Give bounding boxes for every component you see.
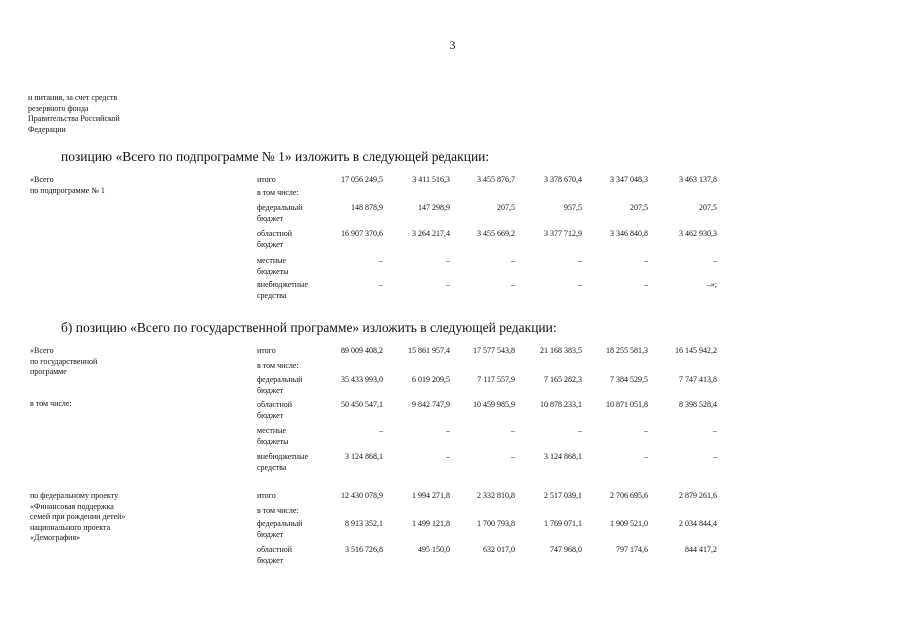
value-cell: 747 968,0 xyxy=(550,545,582,554)
value-cell: 21 168 383,5 xyxy=(540,346,582,355)
value-cell: 3 264 217,4 xyxy=(412,229,450,238)
row-label-line: бюджет xyxy=(257,529,284,539)
row-label-line: в том числе: xyxy=(257,361,299,370)
value-cell: –»; xyxy=(706,280,717,289)
value-cell: 1 994 271,8 xyxy=(412,491,450,500)
value-cell: 8 913 352,1 xyxy=(345,519,383,528)
section-label-line: «Всего xyxy=(30,175,54,184)
row-label-line: областной xyxy=(257,229,293,238)
value-cell: – xyxy=(379,426,383,435)
row-label xyxy=(257,203,302,224)
value-cell: 957,5 xyxy=(564,203,582,212)
value-cell: 2 517 039,1 xyxy=(544,491,582,500)
value-cell: – xyxy=(446,280,450,289)
row-federal xyxy=(0,203,905,227)
section-label-line: «Финансовая поддержка xyxy=(30,501,114,511)
section-label-line: «Всего xyxy=(30,346,54,355)
value-cell: 1 909 521,0 xyxy=(610,519,648,528)
row-label xyxy=(257,175,276,186)
row-regional xyxy=(0,229,905,253)
value-cell: 797 174,6 xyxy=(616,545,648,554)
row-label-line: средства xyxy=(257,462,287,472)
section-label-line: по подпрограмме № 1 xyxy=(30,185,105,195)
value-cell: 17 577 543,8 xyxy=(473,346,515,355)
row-local xyxy=(0,426,905,450)
heading-subprogram: позицию «Всего по подпрограмме № 1» изложить в следующей редакции: xyxy=(61,149,490,164)
value-cell: 2 706 695,6 xyxy=(610,491,648,500)
row-label-line: областной xyxy=(257,400,293,409)
section-label-line: «Демография» xyxy=(30,533,81,542)
value-cell: 35 433 993,0 xyxy=(341,375,383,384)
value-cell: – xyxy=(511,280,515,289)
value-cell: 632 017,0 xyxy=(483,545,515,554)
row-label-line: областной xyxy=(257,545,293,554)
row-label-line: федеральный xyxy=(257,203,303,212)
value-cell: 3 346 840,8 xyxy=(610,229,648,238)
value-cell: 3 463 137,8 xyxy=(679,175,717,184)
value-cell: 9 842 747,9 xyxy=(412,400,450,409)
value-cell: 2 034 844,4 xyxy=(679,519,717,528)
row-label-line: итого xyxy=(257,346,276,355)
row-regional xyxy=(0,545,905,569)
row-label xyxy=(257,229,292,250)
value-cell: – xyxy=(578,280,582,289)
row-label xyxy=(257,256,289,277)
value-cell: 148 878,9 xyxy=(351,203,383,212)
row-label xyxy=(257,280,308,301)
row-label-line: в том числе: xyxy=(257,188,299,197)
value-cell: 2 332 810,8 xyxy=(477,491,515,500)
row-label xyxy=(257,400,292,421)
value-cell: – xyxy=(511,452,515,461)
value-cell: 3 378 670,4 xyxy=(544,175,582,184)
value-cell: 495 150,0 xyxy=(418,545,450,554)
value-cell: – xyxy=(644,426,648,435)
value-cell: – xyxy=(578,256,582,265)
value-cell: 3 377 712,9 xyxy=(544,229,582,238)
value-cell: – xyxy=(379,280,383,289)
value-cell: 207,5 xyxy=(497,203,515,212)
row-label-line: местные xyxy=(257,426,287,435)
value-cell: 7 117 557,9 xyxy=(477,375,515,384)
row-label-line: бюджеты xyxy=(257,266,289,276)
row-regional xyxy=(0,400,905,424)
row-extrabudgetary xyxy=(0,452,905,476)
section-label-line: по федеральному проекту xyxy=(30,491,119,500)
row-label-line: бюджет xyxy=(257,213,284,223)
heading-state-program: б) позицию «Всего по государственной программе» изложить в следующей редакции: xyxy=(61,320,557,335)
value-cell: 18 255 581,3 xyxy=(606,346,648,355)
value-cell: – xyxy=(578,426,582,435)
row-label xyxy=(257,506,299,517)
row-label xyxy=(257,361,299,372)
row-label-line: федеральный xyxy=(257,519,303,528)
value-cell: 16 907 370,6 xyxy=(341,229,383,238)
value-cell: – xyxy=(446,426,450,435)
row-label-line: федеральный xyxy=(257,375,303,384)
value-cell: – xyxy=(446,452,450,461)
value-cell: 3 347 048,3 xyxy=(610,175,648,184)
page-number: 3 xyxy=(449,38,456,52)
row-label-line: итого xyxy=(257,175,276,184)
value-cell: 1 700 793,8 xyxy=(477,519,515,528)
intro-text xyxy=(28,93,120,135)
value-cell: 3 462 930,3 xyxy=(679,229,717,238)
value-cell: 3 455 669,2 xyxy=(477,229,515,238)
value-cell: 7 165 282,3 xyxy=(544,375,582,384)
value-cell: – xyxy=(713,426,717,435)
row-extrabudgetary xyxy=(0,280,905,304)
value-cell: 147 298,9 xyxy=(418,203,450,212)
value-cell: 207,5 xyxy=(630,203,648,212)
row-label-line: итого xyxy=(257,491,276,500)
row-label xyxy=(257,188,299,199)
value-cell: – xyxy=(511,426,515,435)
value-cell: – xyxy=(644,452,648,461)
row-federal xyxy=(0,519,905,543)
section-label-line: программе xyxy=(30,367,67,376)
row-label xyxy=(257,346,276,357)
value-cell: 1 769 071,1 xyxy=(544,519,582,528)
section-label-line: семей при рождении детей» xyxy=(30,512,126,521)
row-label-line: бюджет xyxy=(257,555,284,565)
value-cell: 50 450 547,1 xyxy=(341,400,383,409)
row-label xyxy=(257,375,302,396)
row-label-line: в том числе: xyxy=(257,506,299,515)
value-cell: 7 384 529,5 xyxy=(610,375,648,384)
value-cell: – xyxy=(446,256,450,265)
intro-line: резервного фонда xyxy=(28,103,89,113)
row-label-line: бюджет xyxy=(257,385,284,395)
row-label xyxy=(257,545,292,566)
section-label-line: в том числе: xyxy=(30,398,72,408)
value-cell: 16 145 942,2 xyxy=(675,346,717,355)
value-cell: – xyxy=(511,256,515,265)
section-label-line: национального проекта xyxy=(30,522,111,532)
value-cell: – xyxy=(713,452,717,461)
value-cell: 3 516 726,8 xyxy=(345,545,383,554)
intro-line: Федерации xyxy=(28,124,66,134)
row-label-line: внебюджетные xyxy=(257,452,308,461)
value-cell: 15 861 957,4 xyxy=(408,346,450,355)
value-cell: 3 411 516,3 xyxy=(412,175,450,184)
row-label-line: бюджет xyxy=(257,239,284,249)
value-cell: 10 878 233,1 xyxy=(540,400,582,409)
value-cell: – xyxy=(713,256,717,265)
value-cell: 844 417,2 xyxy=(685,545,717,554)
intro-line: и питания, за счет средств xyxy=(28,93,118,102)
value-cell: 3 124 868,1 xyxy=(544,452,582,461)
value-cell: 6 019 209,5 xyxy=(412,375,450,384)
section-label-line: по государственной xyxy=(30,356,98,366)
value-cell: 8 398 528,4 xyxy=(679,400,717,409)
value-cell: 3 455 876,7 xyxy=(477,175,515,184)
value-cell: 17 056 249,5 xyxy=(341,175,383,184)
value-cell: – xyxy=(644,280,648,289)
value-cell: 1 499 121,8 xyxy=(412,519,450,528)
row-label-line: внебюджетные xyxy=(257,280,308,289)
intro-line: Правительства Российской xyxy=(28,114,120,123)
value-cell: 2 879 261,6 xyxy=(679,491,717,500)
value-cell: 12 430 078,9 xyxy=(341,491,383,500)
row-label xyxy=(257,491,276,502)
value-cell: – xyxy=(644,256,648,265)
row-label-line: местные xyxy=(257,256,287,265)
value-cell: 89 009 408,2 xyxy=(341,346,383,355)
value-cell: 10 871 051,8 xyxy=(606,400,648,409)
row-label-line: средства xyxy=(257,290,287,300)
row-label-line: бюджеты xyxy=(257,436,289,446)
value-cell: 10 459 985,9 xyxy=(473,400,515,409)
value-cell: 207,5 xyxy=(699,203,717,212)
row-label-line: бюджет xyxy=(257,410,284,420)
row-label xyxy=(257,519,302,540)
value-cell: 3 124 868,1 xyxy=(345,452,383,461)
row-local xyxy=(0,256,905,280)
value-cell: – xyxy=(379,256,383,265)
row-label xyxy=(257,426,289,447)
row-federal xyxy=(0,375,905,399)
value-cell: 7 747 413,8 xyxy=(679,375,717,384)
row-label xyxy=(257,452,308,473)
